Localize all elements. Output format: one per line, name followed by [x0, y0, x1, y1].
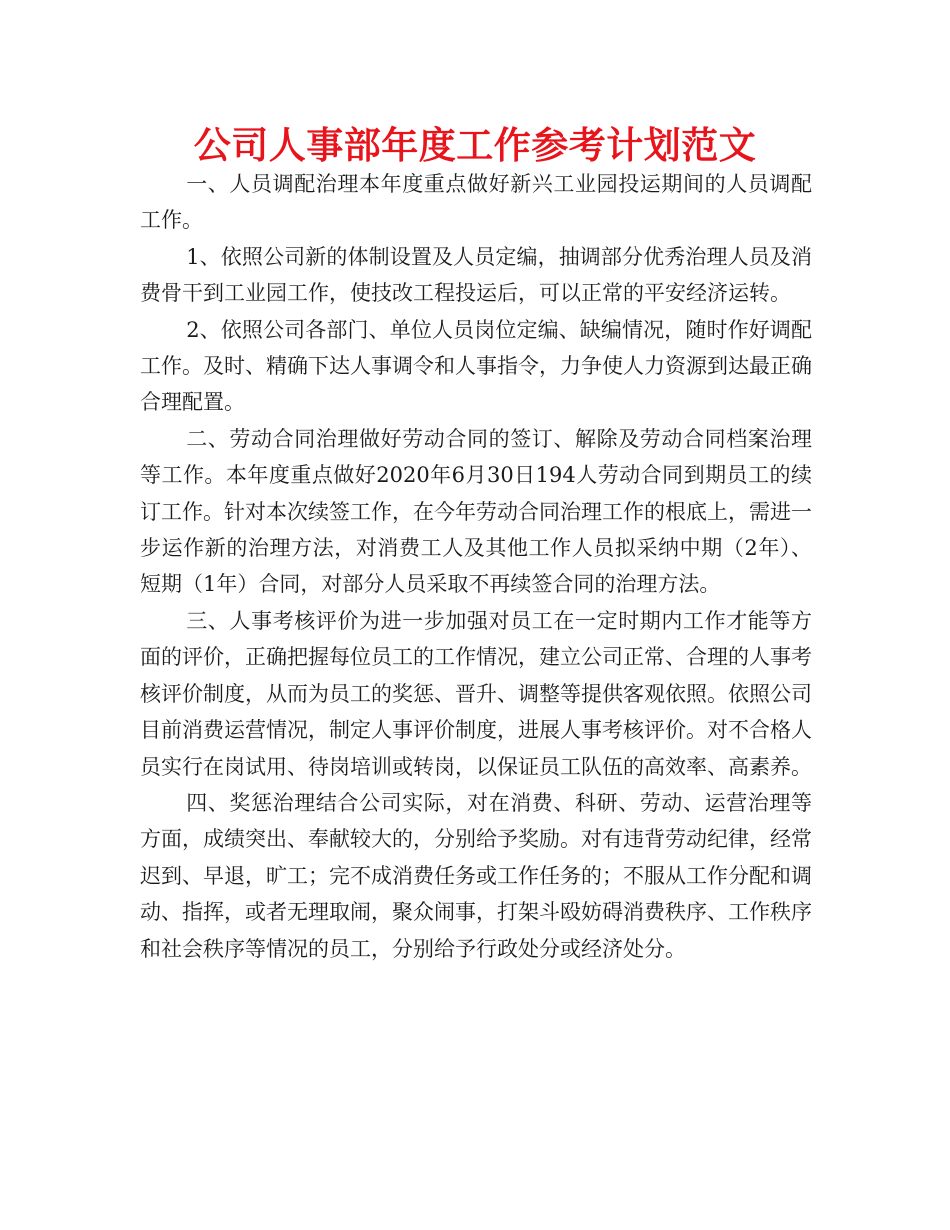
paragraph-allocation-item-2: 2、依照公司各部门、单位人员岗位定编、缺编情况，随时作好调配工作。及时、精确下达人事调令和人事指令，力争使人力资源到达最正确合理配置。 [140, 317, 812, 415]
paragraph-allocation-item-1: 1、依照公司新的体制设置及人员定编，抽调部分优秀治理人员及消费骨干到工业园工作，使技改工程投运后，可以正常的平安经济运转。 [140, 244, 812, 306]
paragraph-personnel-allocation: 一、人员调配治理本年度重点做好新兴工业园投运期间的人员调配工作。 [140, 172, 812, 233]
document-title: 公司人事部年度工作参考计划范文 [193, 124, 757, 167]
paragraph-rewards-penalties: 四、奖惩治理结合公司实际，对在消费、科研、劳动、运营治理等方面，成绩突出、奉献较大的，分别给予奖励。对有违背劳动纪律，经常迟到、早退，旷工；完不成消费任务或工作任务的；不服从工作分配和调动、指挥，或者无理取闹，聚众闹事，打架斗殴妨碍消费秩序、工作秩序和社会秩序等情况的员工，分别给予行政处分或经济处分。 [140, 790, 812, 961]
paragraph-performance-evaluation: 三、人事考核评价为进一步加强对员工在一定时期内工作才能等方面的评价，正确把握每位员工的工作情况，建立公司正常、合理的人事考核评价制度，从而为员工的奖惩、晋升、调整等提供客观依照。依照公司目前消费运营情况，制定人事评价制度，进展人事考核评价。对不合格人员实行在岗试用、待岗培训或转岗，以保证员工队伍的高效率、高素养。 [140, 608, 812, 779]
paragraph-labor-contract: 二、劳动合同治理做好劳动合同的签订、解除及劳动合同档案治理等工作。本年度重点做好2020年6月30日194人劳动合同到期员工的续订工作。针对本次续签工作，在今年劳动合同治理工作的根底上，需进一步运作新的治理方法，对消费工人及其他工作人员拟采纳中期（2年）、短期（1年）合同，对部分人员采取不再续签合同的治理方法。 [140, 426, 812, 597]
document-body [140, 166, 812, 967]
